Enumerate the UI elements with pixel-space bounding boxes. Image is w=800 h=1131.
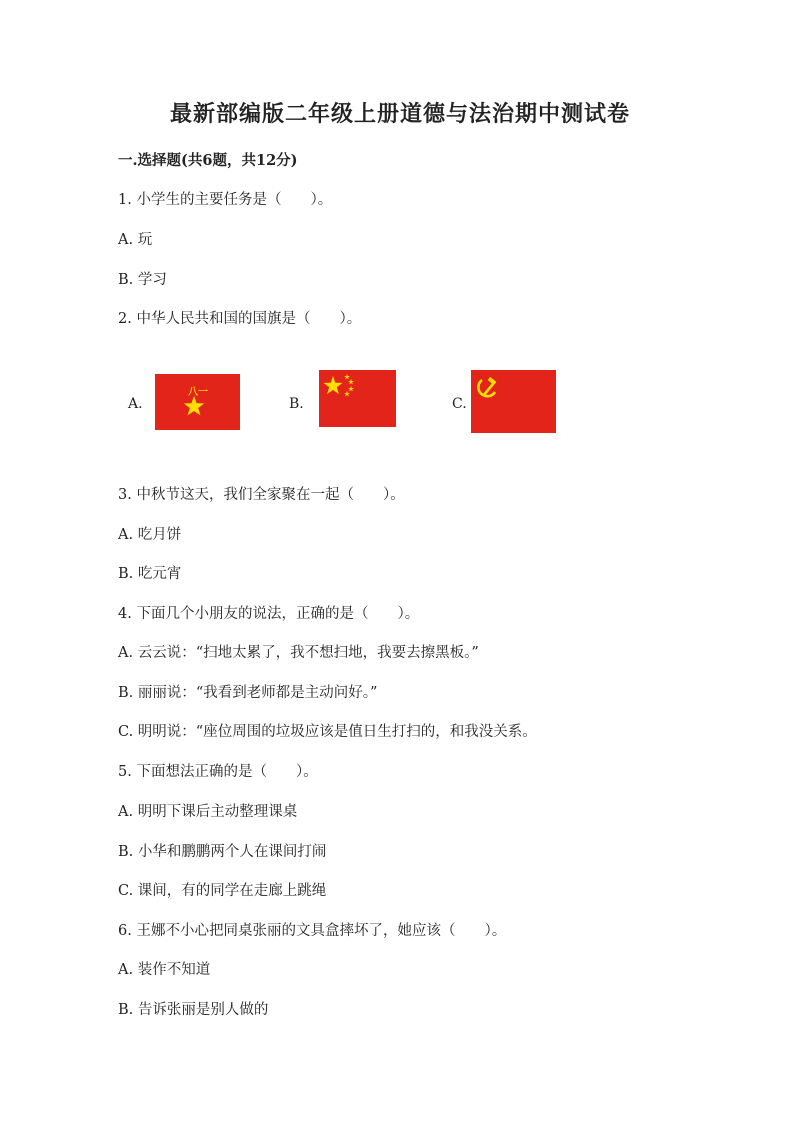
question-1-option-a: A. 玩	[118, 232, 153, 248]
hammer-sickle-flag-field	[471, 370, 556, 433]
five-star-red-flag-icon	[319, 370, 396, 427]
question-6-option-b: B. 告诉张丽是别人做的	[118, 1002, 269, 1018]
hammer-sickle-flag-icon	[471, 370, 556, 433]
question-4-option-b: B. 丽丽说：“我看到老师都是主动问好。”	[118, 685, 378, 701]
question-6-stem: 6. 王娜不小心把同桌张丽的文具盒摔坏了，她应该（ ）。	[118, 923, 507, 939]
question-3-stem: 3. 中秋节这天，我们全家聚在一起（ ）。	[118, 487, 405, 503]
question-1-stem: 1. 小学生的主要任务是（ ）。	[118, 192, 333, 208]
question-5-option-a: A. 明明下课后主动整理课桌	[118, 804, 298, 820]
question-2-option-a-label: A.	[128, 396, 143, 412]
question-4-stem: 4. 下面几个小朋友的说法，正确的是（ ）。	[118, 606, 420, 622]
pla-flag-field	[155, 374, 240, 430]
question-4-option-a: A. 云云说：“扫地太累了，我不想扫地，我要去擦黑板。”	[118, 645, 479, 661]
question-4-option-c: C. 明明说：“座位周围的垃圾应该是值日生打扫的，和我没关系。	[118, 724, 537, 740]
question-5-option-c: C. 课间，有的同学在走廊上跳绳	[118, 883, 327, 899]
section-title: 一.选择题(共6题，共12分)	[118, 152, 298, 169]
question-5-option-b: B. 小华和鹏鹏两个人在课间打闹	[118, 844, 327, 860]
question-1-option-b: B. 学习	[118, 272, 167, 288]
question-3-option-a: A. 吃月饼	[118, 527, 182, 543]
question-3-option-b: B. 吃元宵	[118, 566, 182, 582]
question-2-option-c-label: C.	[452, 396, 467, 412]
pla-flag-icon	[155, 374, 240, 430]
page-title: 最新部编版二年级上册道德与法治期中测试卷	[169, 101, 630, 127]
question-2-stem: 2. 中华人民共和国的国旗是（ ）。	[118, 311, 362, 327]
question-2-option-b-label: B.	[289, 396, 304, 412]
pla-flag-numerals: 八一	[188, 387, 208, 398]
five-star-flag-field	[319, 370, 396, 427]
question-5-stem: 5. 下面想法正确的是（ ）。	[118, 764, 318, 780]
question-6-option-a: A. 装作不知道	[118, 962, 211, 978]
